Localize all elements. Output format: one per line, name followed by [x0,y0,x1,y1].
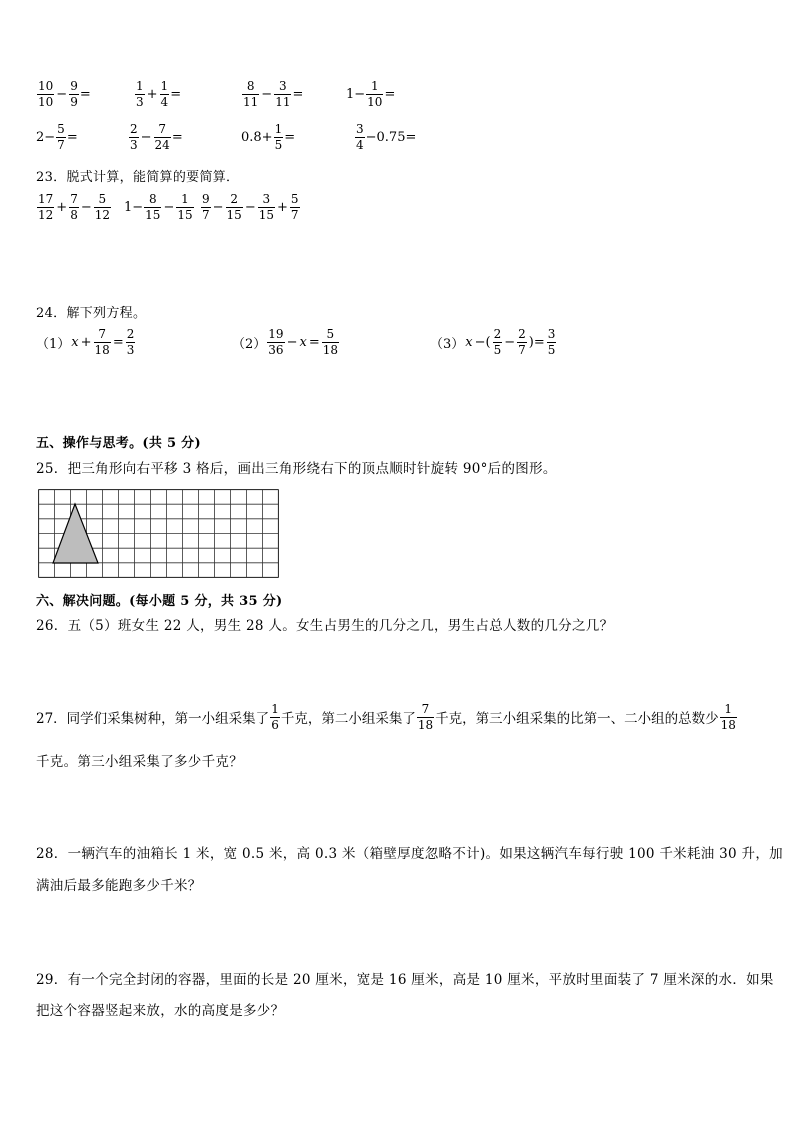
q23-expr-3 [200,193,301,221]
item-label: （3） [430,336,465,352]
numerator: 7 [421,702,430,716]
numerator: 2 [126,327,135,341]
numerator: 10 [38,79,54,93]
q24-eq-3 [430,328,557,356]
item-label: （1） [36,336,71,352]
numerator: 3 [262,192,271,206]
numerator: 2 [518,327,526,341]
denominator: 36 [268,342,284,357]
numerator: 5 [326,327,335,341]
numerator: 7 [98,327,106,341]
numerator: 5 [57,122,65,136]
denominator: 11 [275,94,291,109]
q25-text: 25．把三角形向右平移 3 格后，画出三角形绕右下的顶点顺时针旋转 90°后的图形。 [36,461,557,477]
denominator: 15 [177,207,193,222]
section-6-title: 六、解决问题。(每小题 5 分，共 35 分) [36,594,283,609]
equals: = [292,86,304,102]
denominator: 10 [367,94,383,109]
denominator: 5 [274,137,283,152]
denominator: 9 [70,94,78,109]
operator: − [140,129,152,145]
denominator: 18 [94,342,110,357]
operator: − [244,199,256,215]
denominator: 7 [518,342,526,357]
numerator: 5 [290,192,299,206]
denominator: 11 [243,94,259,109]
q28-line-1: 28．一辆汽车的油箱长 1 米，宽 0.5 米，高 0.3 米（箱壁厚度忽略不计)。如果这辆汽车每行驶 100 千米耗油 30 升，加 [36,846,783,862]
operator: )= [528,334,545,350]
operator: − [261,86,273,102]
q29-line-1: 29．有一个完全封闭的容器，里面的长是 20 厘米，宽是 16 厘米，高是 10 厘米，平放时里面装了 7 厘米深的水．如果 [36,972,774,988]
equals: = [112,334,124,350]
oral-calc-8 [354,123,416,151]
lead-term: 0.8+ [241,129,273,145]
operator: + [80,334,92,350]
numerator: 2 [130,122,138,136]
denominator: 3 [126,342,135,357]
numerator: 1 [274,122,283,136]
q24-eq-2 [232,328,340,356]
numerator: 9 [70,79,78,93]
denominator: 15 [258,207,275,222]
numerator: 1 [136,79,144,93]
denominator: 5 [493,342,502,357]
equals: = [284,129,296,145]
operator: − [56,86,68,102]
numerator: 5 [98,192,107,206]
numerator: 7 [158,122,166,136]
lead-term: 2− [36,129,56,145]
q27-line-1 [36,703,738,731]
denominator: 7 [202,207,210,222]
denominator: 3 [130,137,138,152]
equals: = [66,129,78,145]
section-5-title: 五、操作与思考。(共 5 分) [36,436,201,451]
denominator: 4 [356,137,364,152]
operator: − [504,334,516,350]
lead-term: 1− [124,199,144,215]
q23-title: 23．脱式计算，能简算的要简算． [36,170,240,185]
oral-calc-7 [241,123,295,151]
numerator: 3 [547,327,556,341]
operator: −( [474,334,491,350]
denominator: 6 [271,717,279,732]
denominator: 3 [136,94,144,109]
q24-eq-1 [36,328,136,356]
lead-term: 1− [346,86,366,102]
q27-text-c: 千克，第三小组采集的比第一、二小组的总数少 [435,711,719,728]
denominator: 12 [94,207,111,222]
oral-calc-6 [128,123,183,151]
denominator: 7 [290,207,299,222]
equals: = [171,129,183,145]
q23-expr-1 [36,193,112,221]
numerator: 9 [202,192,210,206]
numerator: 8 [148,192,157,206]
denominator: 15 [145,207,161,222]
numerator: 8 [246,79,255,93]
operator: − [212,199,224,215]
numerator: 3 [356,122,364,136]
denominator: 18 [417,717,434,732]
variable: x [465,334,473,350]
q27-line-2: 千克。第三小组采集了多少千克？ [36,754,243,770]
variable: x [71,334,79,350]
variable: x [299,334,307,350]
equals: = [170,86,182,102]
operator: − [80,199,92,215]
equals: = [308,334,320,350]
operator: + [277,199,288,215]
equals: = [384,86,396,102]
numerator: 7 [70,192,78,206]
operator: + [146,86,158,102]
numerator: 1 [160,79,169,93]
q26-text: 26．五（5）班女生 22 人，男生 28 人。女生占男生的几分之几，男生占总人数的几分之几？ [36,618,614,634]
denominator: 5 [547,342,556,357]
numerator: 17 [38,192,54,206]
q24-title: 24．解下列方程。 [36,306,147,321]
numerator: 19 [268,327,284,341]
oral-calc-1 [36,80,91,108]
denominator: 15 [226,207,242,222]
operator: − [286,334,298,350]
q28-line-2: 满油后最多能跑多少千米？ [36,878,202,894]
numerator: 3 [279,79,287,93]
numerator: 1 [271,702,279,716]
denominator: 8 [70,207,78,222]
oral-calc-3 [241,80,303,108]
q29-line-2: 把这个容器竖起来放，水的高度是多少？ [36,1003,285,1019]
item-label: （2） [232,336,267,352]
equals: = [79,86,91,102]
q27-text-b: 千克，第二小组采集了 [280,711,416,728]
operator: − [163,199,175,215]
q23-expr-2 [124,193,195,221]
tail-term: −0.75= [365,129,417,145]
denominator: 10 [38,94,54,109]
numerator: 2 [230,192,238,206]
denominator: 7 [57,137,65,152]
numerator: 1 [370,79,379,93]
q27-text-a: 27．同学们采集树种，第一小组采集了 [36,711,270,728]
oral-calc-5 [36,123,78,151]
numerator: 1 [724,702,733,716]
grid-figure [38,489,279,578]
denominator: 18 [322,342,338,357]
oral-calc-2 [134,80,181,108]
numerator: 2 [493,327,502,341]
oral-calc-4 [346,80,395,108]
denominator: 18 [720,717,736,732]
numerator: 1 [181,192,189,206]
denominator: 24 [154,137,170,152]
denominator: 4 [160,94,169,109]
operator: + [56,199,68,215]
denominator: 12 [38,207,54,222]
